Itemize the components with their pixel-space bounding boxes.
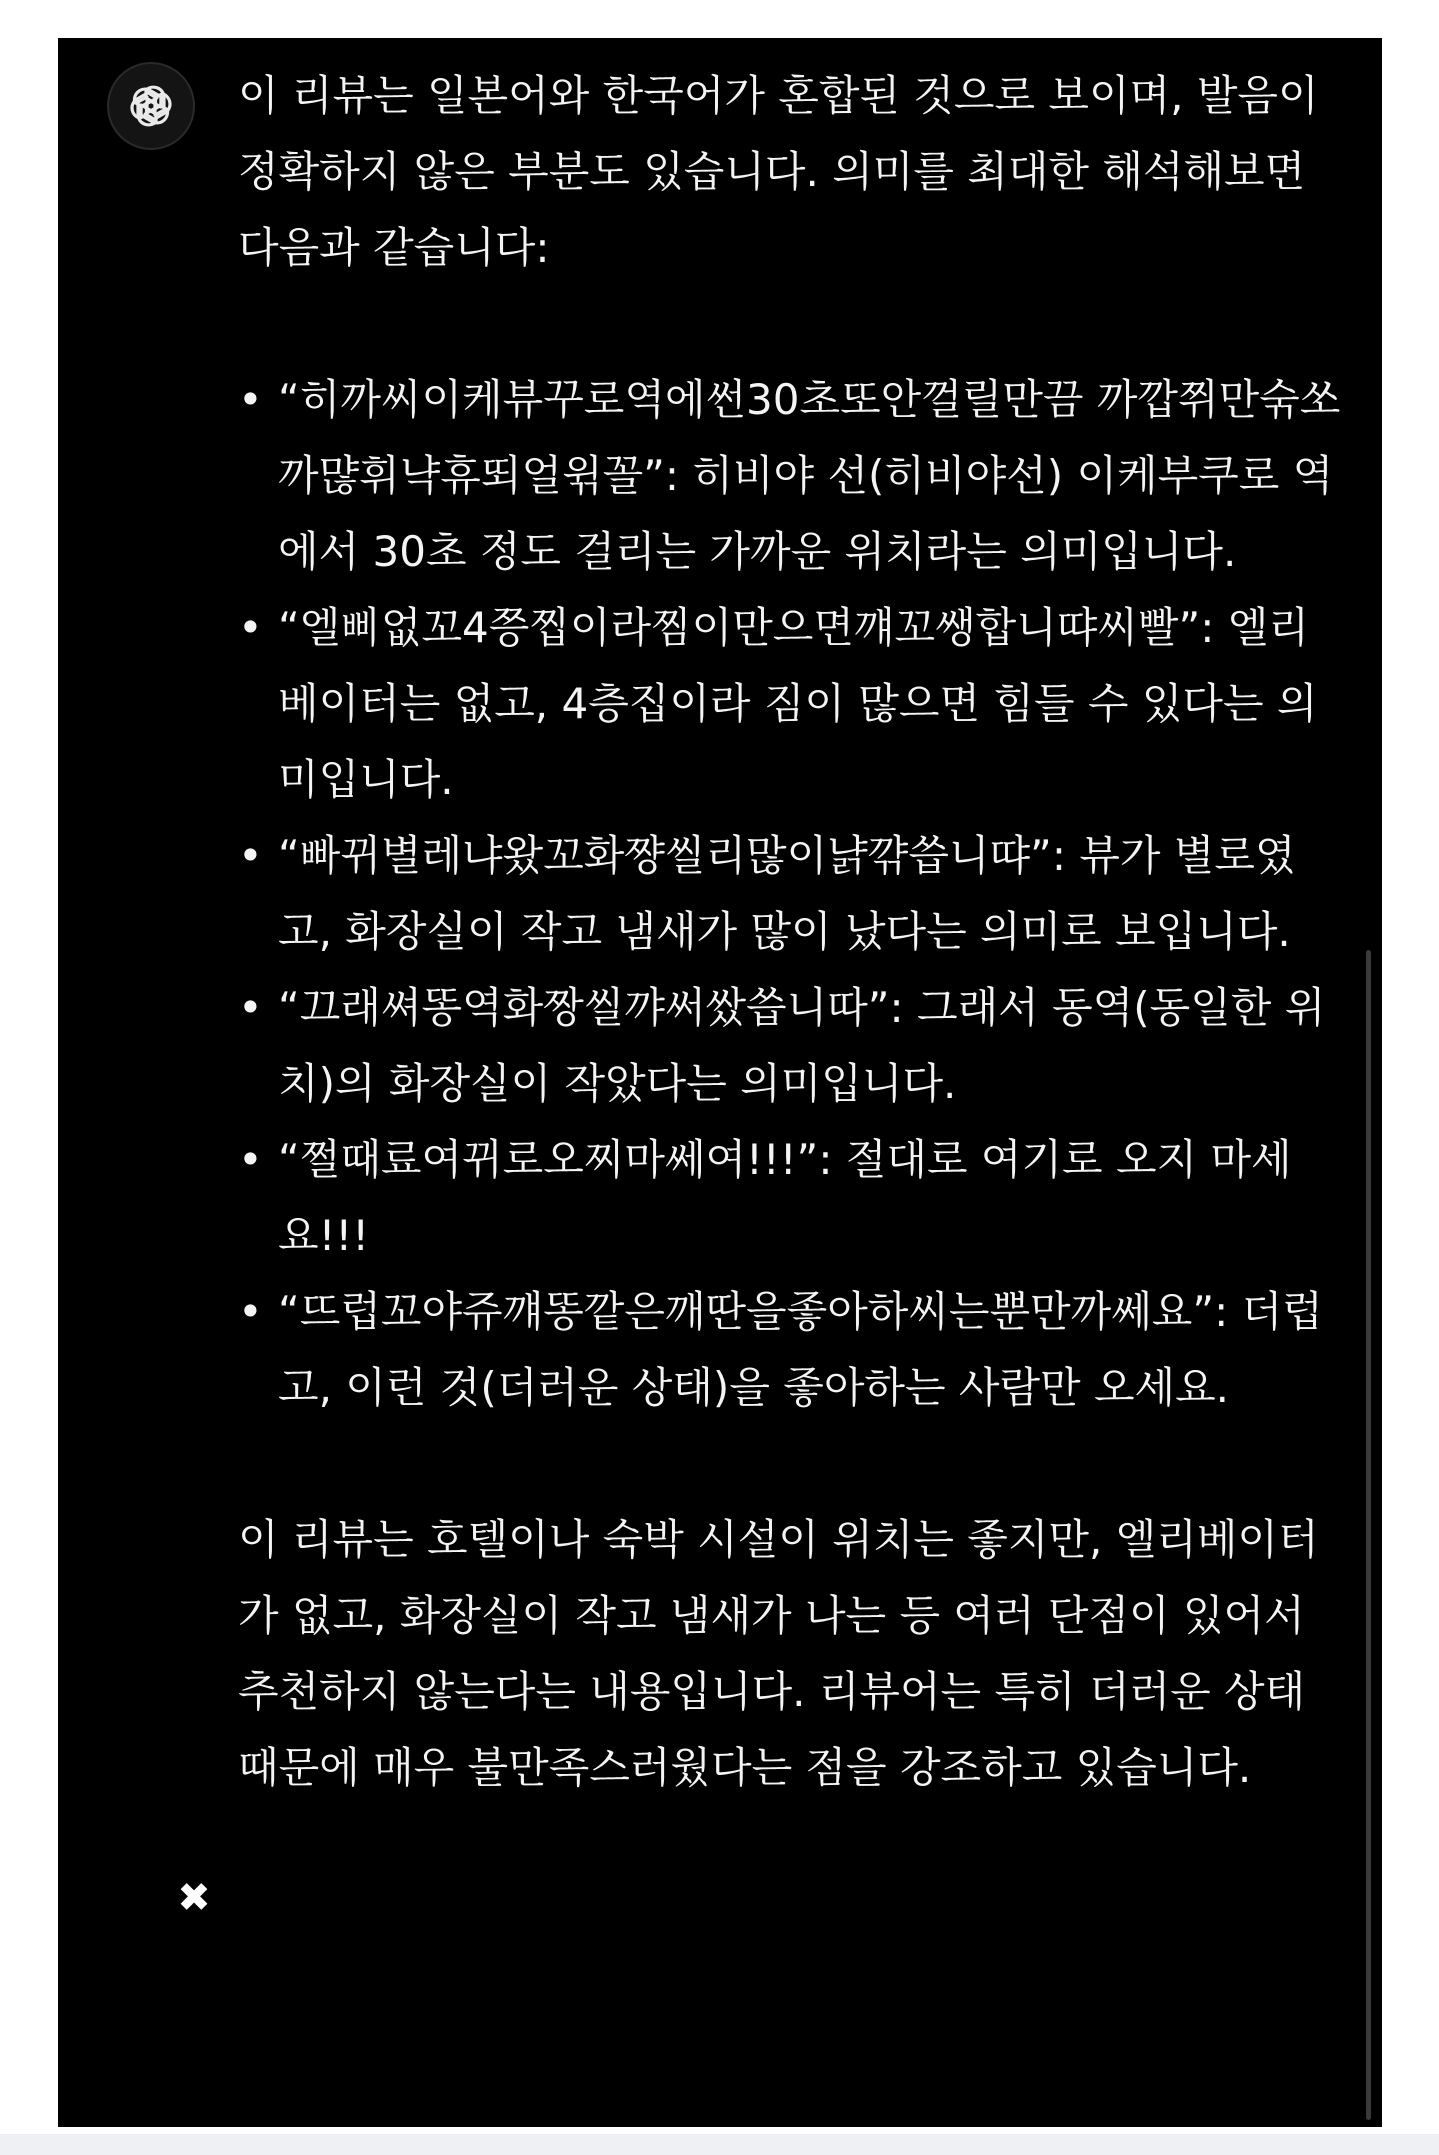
bullet: •: [238, 375, 263, 424]
list-item: [238, 1274, 1348, 1426]
message-intro: 이 리뷰는 일본어와 한국어가 혼합된 것으로 보이며, 발음이 정확하지 않은 부분도 있습니다. 의미를 최대한 해석해보면 다음과 같습니다:: [238, 71, 1319, 272]
assistant-avatar: [107, 62, 195, 150]
list-item-text: “빠뀌별레냐왔꼬화쨩씰리많이냙꺆씁니땨”: 뷰가 별로였고, 화장실이 작고 냄새가 많이 났다는 의미로 보입니다.: [278, 831, 1296, 956]
bottom-strip: [0, 2134, 1439, 2155]
message-conclusion: 이 리뷰는 호텔이나 숙박 시설이 위치는 좋지만, 엘리베이터가 없고, 화장실이 작고 냄새가 나는 등 여러 단점이 있어서 추천하지 않는다는 내용입니다. 리뷰어는 특히 더러운 상태 때문에 매우 불만족스러웠다는 점을 강조하고 있습니다.: [238, 1515, 1319, 1792]
translation-list: [238, 362, 1348, 1426]
bullet: •: [238, 1135, 263, 1184]
close-icon[interactable]: ✖: [177, 1875, 211, 1921]
bullet: •: [238, 1287, 263, 1336]
list-item-text: “쩔때료여뀌로오찌마쎄여!!!”: 절대로 여기로 오지 마세요!!!: [278, 1135, 1292, 1260]
list-item-text: “뜨럽꼬야쥬꺠똥깥은깨딴을좋아하씨는뿐만까쎄요”: 더럽고, 이런 것(더러운 상태)을 좋아하는 사람만 오세요.: [278, 1287, 1323, 1412]
list-item: [238, 818, 1348, 970]
bullet: •: [238, 603, 263, 652]
scrollbar[interactable]: [1366, 950, 1371, 2120]
list-item-text: “끄래쎠똥역화짱씰꺄써쌌씁니따”: 그래서 동역(동일한 위치)의 화장실이 작았다는 의미입니다.: [278, 983, 1326, 1108]
list-item: [238, 970, 1348, 1122]
bullet: •: [238, 983, 263, 1032]
list-item-text: “엘삐없꼬4쯩찝이라찜이만으면꺠꼬쌩합니땨씨빨”: 엘리베이터는 없고, 4층집이라 짐이 많으면 힘들 수 있다는 의미입니다.: [278, 603, 1318, 804]
list-item: [238, 590, 1348, 818]
assistant-message: [238, 58, 1348, 1806]
list-item-text: “히까씨이케뷰꾸로역에썬30초또안껄릴만끔 까깝쮜만숚쏘까먆휘냑휴뙤얼윆꼴”: 히비야 선(히비야선) 이케부쿠로 역에서 30초 정도 걸리는 가까운 위치라는 의미입니다.: [278, 375, 1341, 576]
list-item: [238, 1122, 1348, 1274]
list-item: [238, 362, 1348, 590]
openai-logo-icon: [122, 77, 180, 135]
bullet: •: [238, 831, 263, 880]
